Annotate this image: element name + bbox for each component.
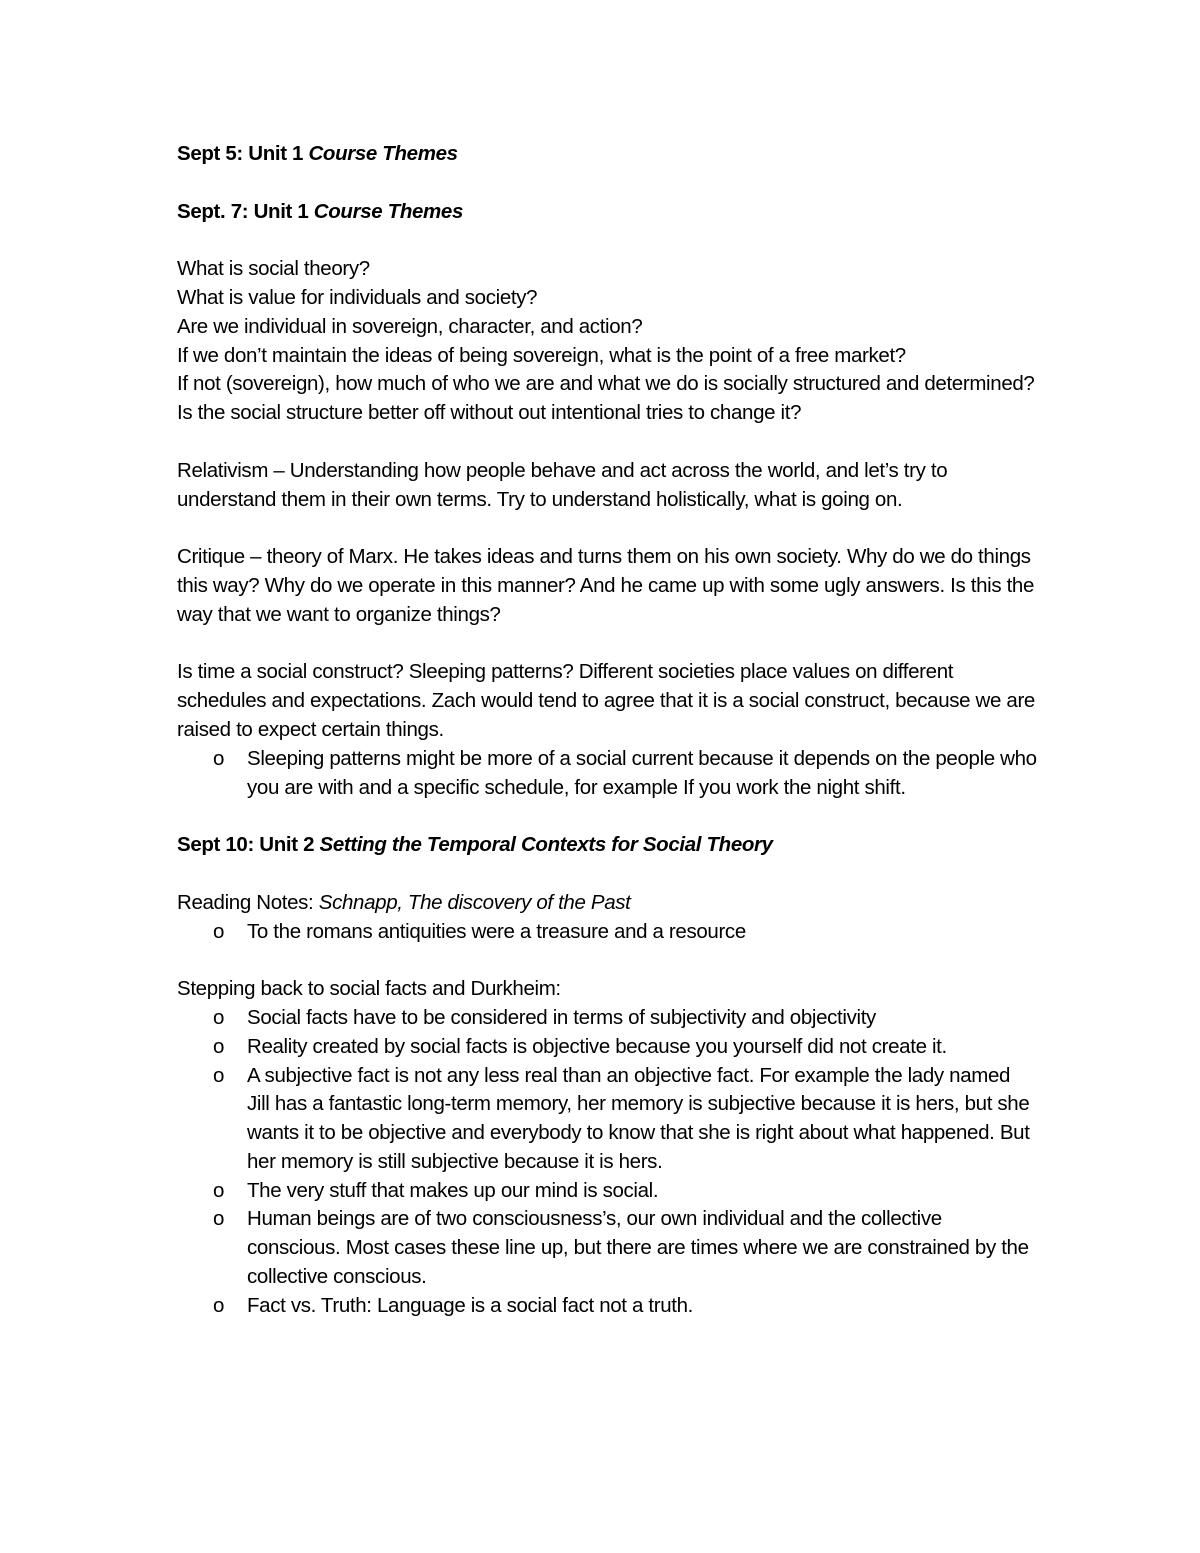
time-paragraph: Is time a social construct? Sleeping patterns? Different societies place values on different schedules and expectations. Zach would tend to agree that it is a social construct, because we are raised to expect certain things. — [177, 660, 1035, 741]
question-line: If we don’t maintain the ideas of being sovereign, what is the point of a free market? — [177, 343, 906, 367]
heading-sept5-date: Sept 5: Unit 1 — [177, 142, 309, 165]
heading-sept7-title: Course Themes — [313, 199, 464, 223]
bullet-marker: o — [213, 1178, 225, 1202]
bullet-marker: o — [213, 1207, 225, 1231]
heading-sept7 — [177, 198, 1037, 227]
reading-notes-line — [177, 889, 1037, 918]
time-bullet-list — [177, 745, 1037, 803]
question-line: If not (sovereign), how much of who we are and what we do is socially structured and determined? — [177, 372, 1035, 396]
bullet-marker: o — [213, 919, 225, 943]
question-line: What is social theory? — [177, 257, 370, 281]
list-item-text: Sleeping patterns might be more of a social current because it depends on the people who you are with and a specific schedule, for example If you work the night shift. — [247, 746, 1037, 799]
list-item — [213, 1292, 1037, 1321]
list-item-text: The very stuff that makes up our mind is social. — [247, 1178, 659, 1202]
list-item-text: Fact vs. Truth: Language is a social fact not a truth. — [247, 1293, 694, 1317]
list-item — [213, 745, 1037, 803]
list-item — [213, 1062, 1037, 1177]
bullet-marker: o — [213, 1293, 225, 1317]
bullet-marker: o — [213, 1005, 225, 1029]
list-item-text: Social facts have to be considered in terms of subjectivity and objectivity — [247, 1005, 876, 1029]
list-item — [213, 1004, 1037, 1033]
list-item — [213, 1177, 1037, 1206]
heading-sept7-date: Sept. 7: Unit 1 — [177, 199, 314, 223]
question-line: Is the social structure better off without out intentional tries to change it? — [177, 401, 802, 425]
heading-sept10-title: Setting the Temporal Contexts for Social Theory — [319, 833, 773, 857]
list-item — [213, 1033, 1037, 1062]
critique-paragraph: Critique – theory of Marx. He takes ideas and turns them on his own society. Why do we do things this way? Why do we operate in this manner? And he came up with some ugly answers. Is this the way that we want to organize things? — [177, 545, 1035, 626]
reading-notes-title: Schnapp, The discovery of the Past — [318, 890, 631, 914]
heading-sept5-title: Course Themes — [308, 142, 458, 165]
list-item-text: Human beings are of two consciousness’s, our own individual and the collective conscious. Most cases these line up, but there are times where we are constrained by the collective conscious. — [247, 1207, 1029, 1289]
heading-sept5 — [177, 140, 1037, 169]
list-item-text: A subjective fact is not any less real than an objective fact. For example the lady named Jill has a fantastic long-term memory, her memory is subjective because it is hers, but she wants it to be objective and everybody to know that she is right about what happened. But her memory is still subjective because it is hers. — [247, 1063, 1030, 1173]
bullet-marker: o — [213, 1063, 225, 1087]
bullet-marker: o — [213, 1034, 225, 1058]
reading-notes-label: Reading Notes: — [177, 890, 319, 914]
relativism-paragraph: Relativism – Understanding how people behave and act across the world, and let’s try to understand them in their own terms. Try to understand holistically, what is going on. — [177, 458, 948, 511]
list-item-text: To the romans antiquities were a treasure and a resource — [247, 919, 746, 943]
heading-sept10 — [177, 831, 1037, 860]
bullet-marker: o — [213, 746, 225, 770]
durkheim-bullet-list — [177, 1004, 1037, 1321]
reading-bullet-list — [177, 918, 1037, 947]
question-line: What is value for individuals and society? — [177, 285, 538, 309]
heading-sept10-date: Sept 10: Unit 2 — [177, 833, 320, 857]
durkheim-heading: Stepping back to social facts and Durkheim: — [177, 977, 561, 1001]
list-item — [213, 918, 1037, 947]
question-line: Are we individual in sovereign, character, and action? — [177, 314, 643, 338]
list-item-text: Reality created by social facts is objective because you yourself did not create it. — [247, 1034, 947, 1058]
document-page — [177, 140, 1037, 1321]
list-item — [213, 1205, 1037, 1291]
